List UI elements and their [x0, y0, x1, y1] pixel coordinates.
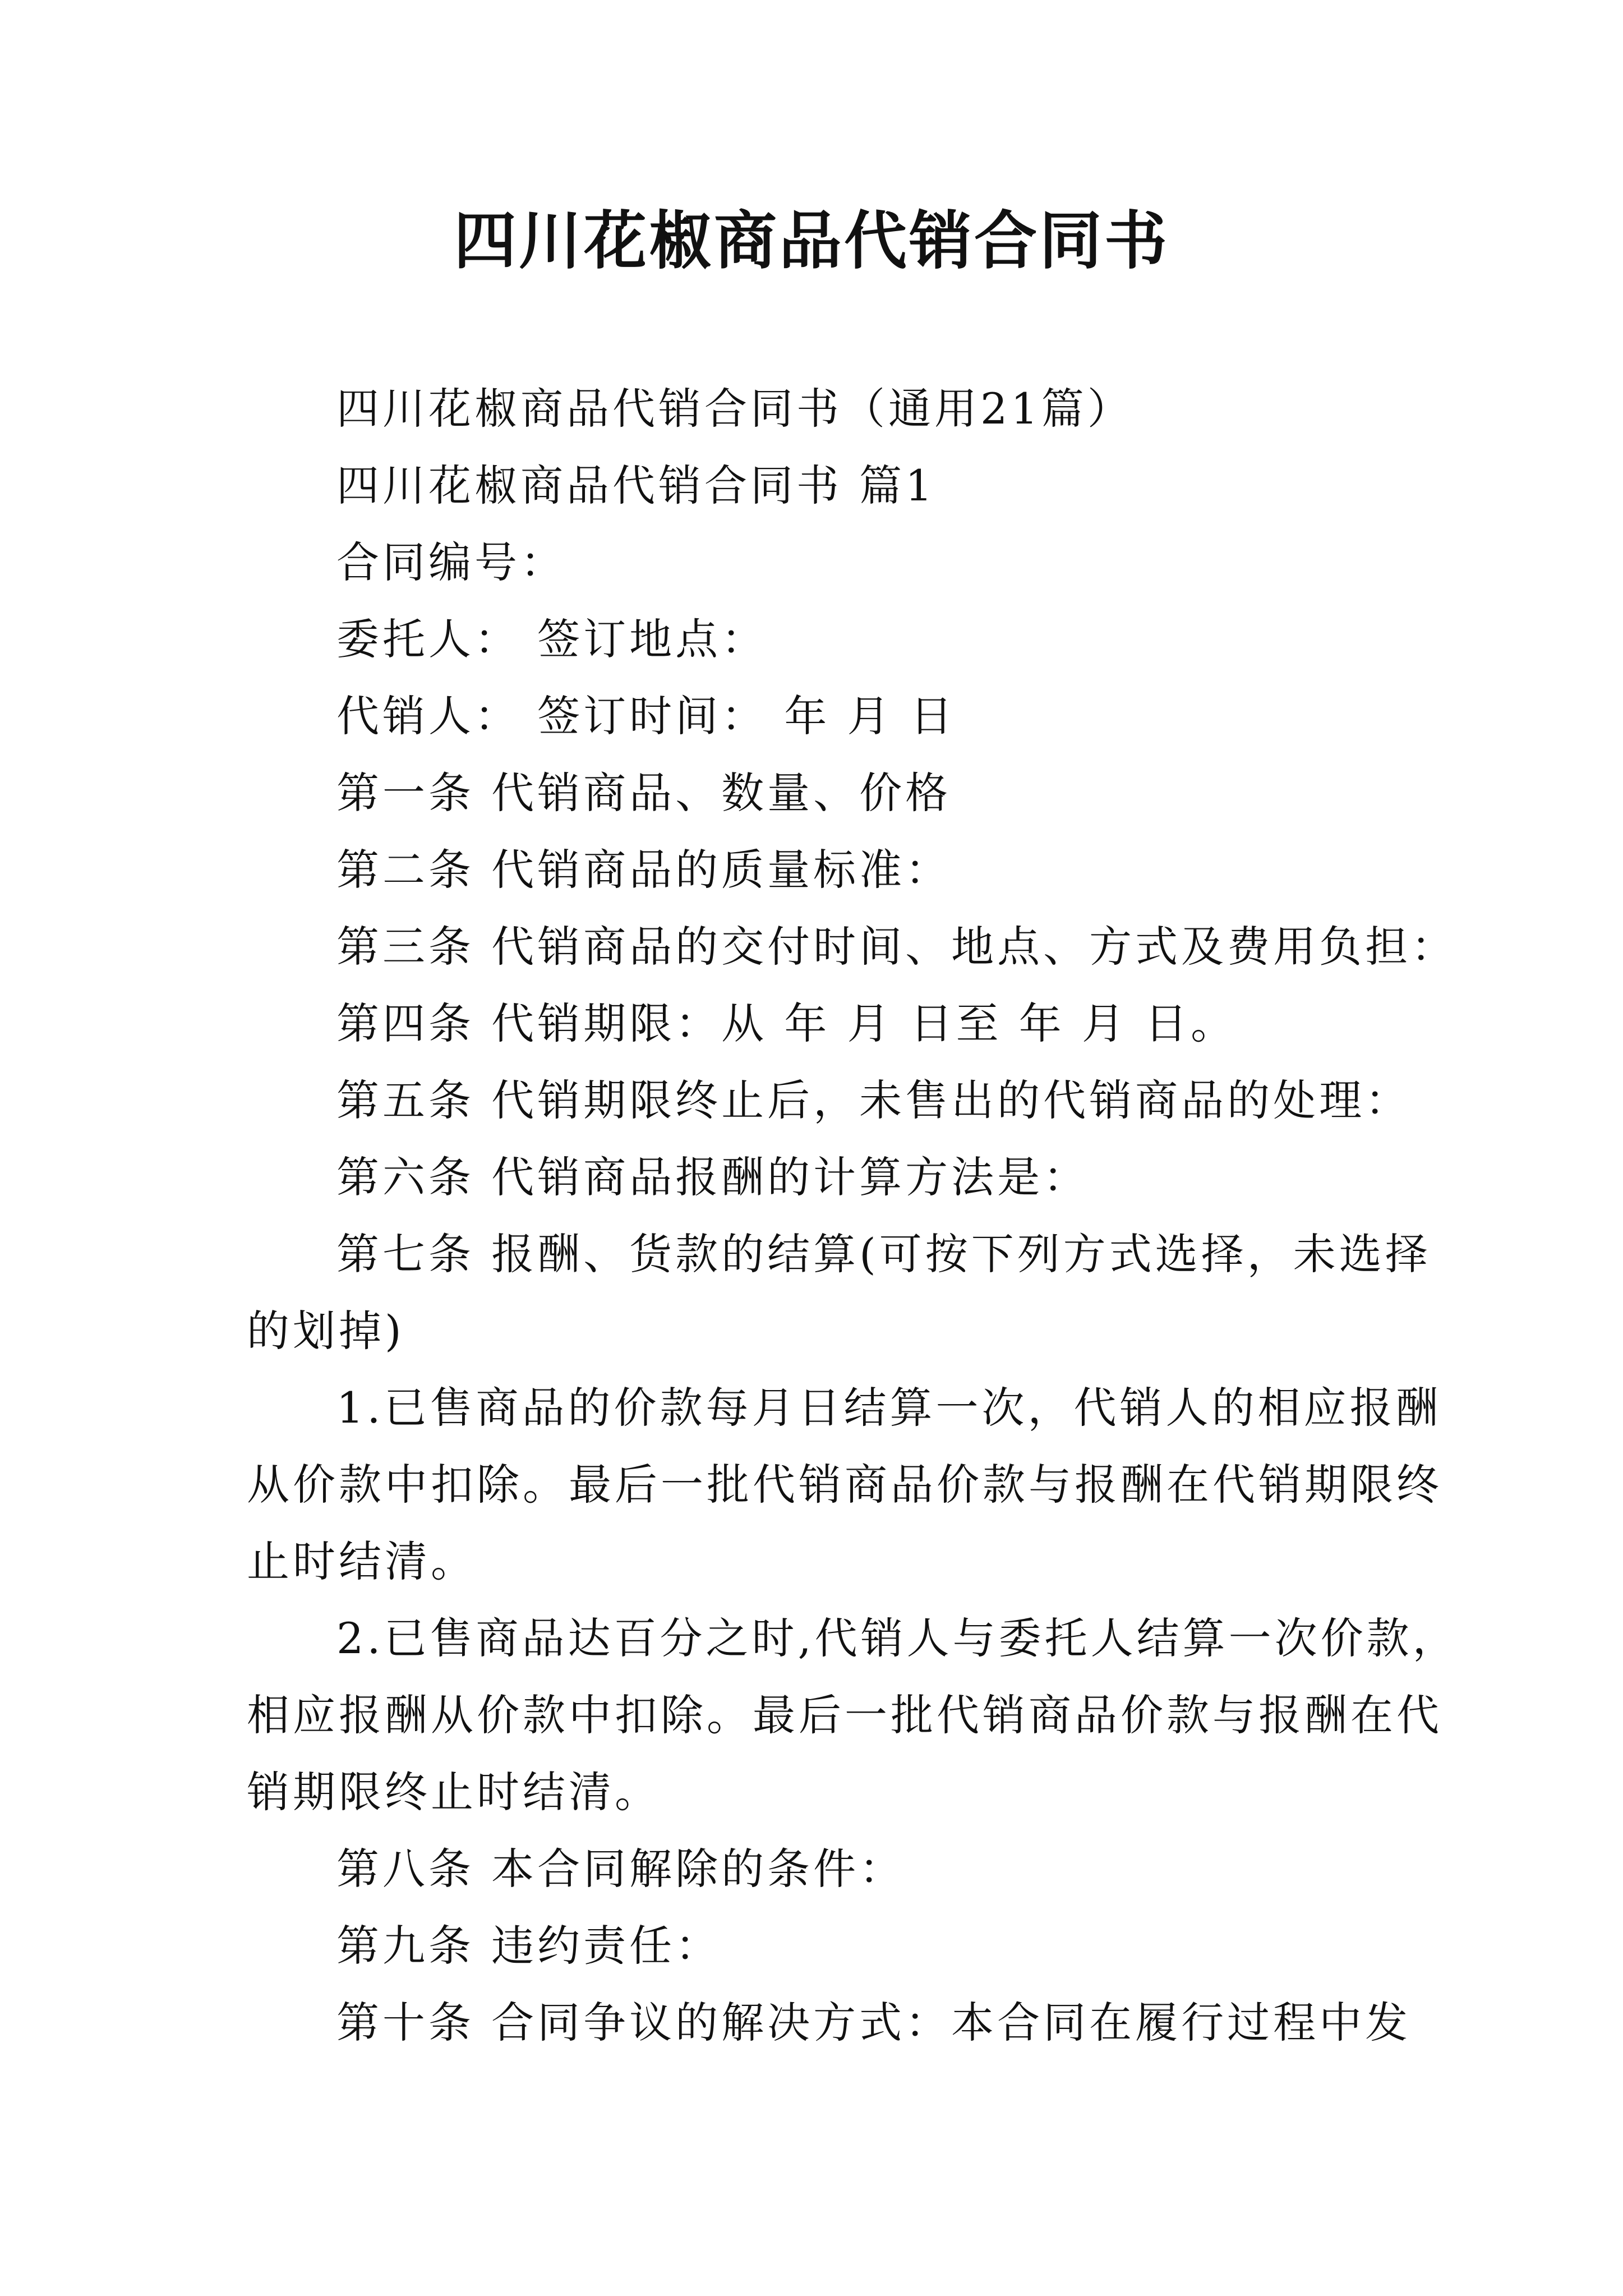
text-line: 销期限终止时结清。 — [247, 1767, 661, 1817]
text-line: 从价款中扣除。最后一批代销商品价款与报酬在代销期限终 — [247, 1460, 1442, 1510]
text-line: 四川花椒商品代销合同书（通用21篇） — [336, 384, 1133, 434]
text-line: 合同编号： — [336, 537, 566, 587]
text-line: 第四条 代销期限：从 年 月 日至 年 月 日。 — [336, 999, 1237, 1048]
text-line: 的划掉) — [247, 1306, 405, 1356]
text-line: 第六条 代销商品报酬的计算方法是： — [336, 1152, 1090, 1202]
text-line: 第十条 合同争议的解决方式：本合同在履行过程中发 — [336, 1998, 1412, 2047]
text-line: 1.已售商品的价款每月日结算一次，代销人的相应报酬 — [336, 1383, 1442, 1433]
text-line: 第二条 代销商品的质量标准： — [336, 845, 952, 895]
text-line: 第三条 代销商品的交付时间、地点、方式及费用负担： — [336, 922, 1458, 972]
text-line: 2.已售商品达百分之时,代销人与委托人结算一次价款， — [336, 1613, 1459, 1663]
text-line: 第九条 违约责任： — [336, 1921, 722, 1971]
text-line: 第七条 报酬、货款的结算(可按下列方式选择，未选择 — [336, 1229, 1431, 1279]
text-line: 四川花椒商品代销合同书 篇1 — [336, 461, 936, 510]
document-title: 四川花椒商品代销合同书 — [454, 204, 1169, 278]
document-body — [247, 370, 1459, 2061]
text-line: 代销人： 签订时间： 年 月 日 — [336, 691, 956, 741]
text-line: 第五条 代销期限终止后，未售出的代销商品的处理： — [336, 1075, 1412, 1125]
text-line: 止时结清。 — [247, 1536, 477, 1586]
text-line: 第一条 代销商品、数量、价格 — [336, 768, 952, 818]
text-line: 第八条 本合同解除的条件： — [336, 1844, 906, 1894]
text-line: 相应报酬从价款中扣除。最后一批代销商品价款与报酬在代 — [247, 1690, 1442, 1740]
text-line: 委托人： 签订地点： — [336, 614, 768, 664]
